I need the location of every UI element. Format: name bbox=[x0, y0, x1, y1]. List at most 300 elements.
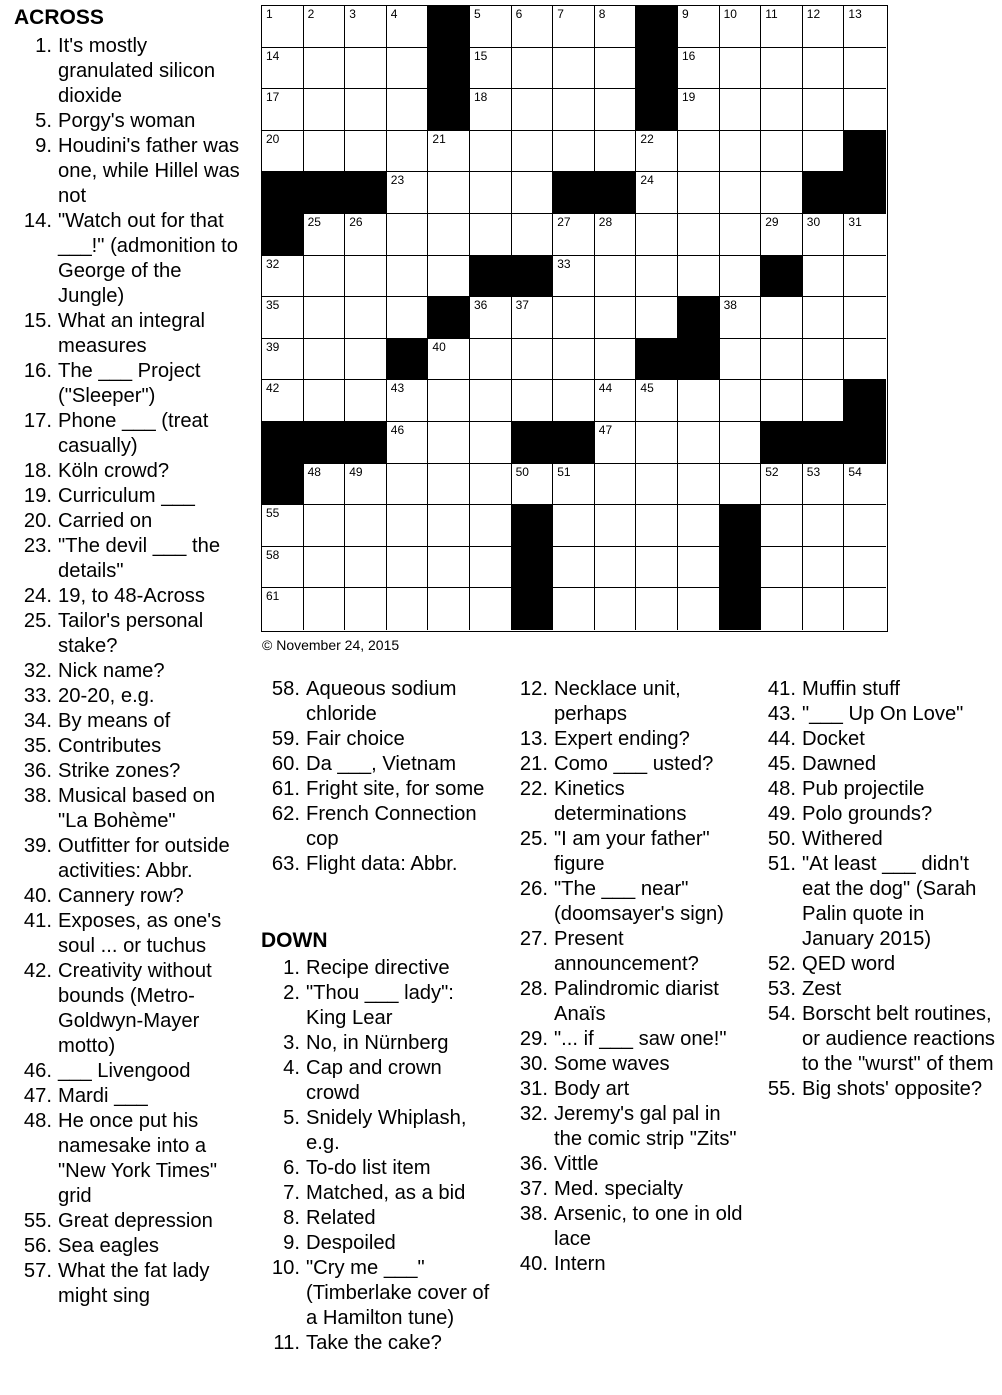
grid-cell[interactable] bbox=[595, 6, 637, 48]
clue-text: Sea eagles bbox=[58, 1235, 160, 1257]
clue-text: Related bbox=[306, 1207, 376, 1229]
cell-number: 39 bbox=[266, 339, 280, 354]
grid-cell[interactable] bbox=[720, 214, 762, 256]
grid-cell[interactable] bbox=[678, 89, 720, 131]
clue-item bbox=[16, 1109, 244, 1209]
grid-cell[interactable] bbox=[595, 297, 637, 339]
grid-cell[interactable] bbox=[803, 464, 845, 506]
grid-cell[interactable] bbox=[262, 380, 304, 422]
grid-cell[interactable] bbox=[512, 339, 554, 381]
grid-cell[interactable] bbox=[345, 48, 387, 90]
grid-cell[interactable] bbox=[678, 588, 720, 630]
clue-item bbox=[264, 727, 496, 752]
grid-cell[interactable] bbox=[470, 297, 512, 339]
clue-number: 9. bbox=[35, 135, 52, 157]
grid-cell[interactable] bbox=[262, 588, 304, 630]
clue-item bbox=[760, 952, 1000, 977]
grid-cell[interactable] bbox=[304, 48, 346, 90]
clue-item bbox=[760, 727, 1000, 752]
grid-cell[interactable] bbox=[470, 547, 512, 589]
grid-cell[interactable] bbox=[428, 172, 470, 214]
clue-number: 45. bbox=[767, 753, 796, 775]
grid-cell[interactable] bbox=[553, 380, 595, 422]
grid-cell[interactable] bbox=[470, 505, 512, 547]
grid-cell[interactable] bbox=[720, 297, 762, 339]
grid-cell[interactable] bbox=[428, 547, 470, 589]
grid-cell[interactable] bbox=[844, 214, 886, 256]
grid-cell[interactable] bbox=[595, 48, 637, 90]
grid-cell[interactable] bbox=[761, 380, 803, 422]
clue-number: 35. bbox=[23, 735, 52, 757]
clue-text: "At least ___ didn't eat the dog" (Sarah Palin quote in January 2015) bbox=[802, 853, 977, 950]
grid-cell[interactable] bbox=[304, 256, 346, 298]
clue-item bbox=[264, 1206, 496, 1231]
grid-cell[interactable] bbox=[678, 380, 720, 422]
grid-cell[interactable] bbox=[636, 214, 678, 256]
grid-cell[interactable] bbox=[512, 131, 554, 173]
grid-cell[interactable] bbox=[345, 131, 387, 173]
grid-cell[interactable] bbox=[304, 380, 346, 422]
clue-number: 56. bbox=[23, 1235, 52, 1257]
clue-number: 41. bbox=[767, 678, 796, 700]
grid-cell[interactable] bbox=[803, 89, 845, 131]
clue-text: ___ Livengood bbox=[58, 1060, 191, 1082]
clue-item bbox=[512, 1177, 744, 1202]
clue-text: Nick name? bbox=[58, 660, 165, 682]
clue-number: 1. bbox=[283, 957, 300, 979]
clue-number: 8. bbox=[283, 1207, 300, 1229]
clue-number: 36. bbox=[519, 1153, 548, 1175]
clue-number: 6. bbox=[283, 1157, 300, 1179]
grid-cell[interactable] bbox=[636, 131, 678, 173]
grid-cell[interactable] bbox=[761, 172, 803, 214]
clue-item bbox=[264, 677, 496, 727]
grid-cell[interactable] bbox=[553, 339, 595, 381]
clue-item bbox=[16, 709, 244, 734]
grid-cell[interactable] bbox=[304, 214, 346, 256]
grid-cell[interactable] bbox=[345, 297, 387, 339]
grid-cell[interactable] bbox=[387, 214, 429, 256]
grid-cell[interactable] bbox=[262, 505, 304, 547]
clue-item bbox=[16, 1084, 244, 1109]
grid-cell[interactable] bbox=[844, 297, 886, 339]
grid-cell[interactable] bbox=[803, 297, 845, 339]
grid-cell[interactable] bbox=[470, 48, 512, 90]
grid-cell[interactable] bbox=[428, 339, 470, 381]
clue-item bbox=[264, 1181, 496, 1206]
grid-block bbox=[761, 256, 803, 298]
clue-number: 25. bbox=[23, 610, 52, 632]
grid-cell[interactable] bbox=[553, 214, 595, 256]
grid-cell[interactable] bbox=[595, 214, 637, 256]
cell-number: 12 bbox=[806, 7, 821, 21]
grid-cell[interactable] bbox=[428, 214, 470, 256]
grid-cell[interactable] bbox=[720, 89, 762, 131]
grid-block bbox=[720, 547, 762, 589]
grid-cell[interactable] bbox=[844, 339, 886, 381]
grid-block bbox=[470, 256, 512, 298]
grid-cell[interactable] bbox=[262, 339, 304, 381]
grid-cell[interactable] bbox=[387, 172, 429, 214]
grid-cell[interactable] bbox=[720, 6, 762, 48]
grid-cell[interactable] bbox=[304, 297, 346, 339]
grid-cell[interactable] bbox=[803, 214, 845, 256]
grid-cell[interactable] bbox=[470, 339, 512, 381]
grid-cell[interactable] bbox=[387, 588, 429, 630]
grid-cell[interactable] bbox=[636, 256, 678, 298]
clue-item bbox=[264, 1156, 496, 1181]
clue-text: Intern bbox=[554, 1253, 606, 1275]
grid-cell[interactable] bbox=[428, 588, 470, 630]
grid-block bbox=[636, 48, 678, 90]
grid-cell[interactable] bbox=[761, 339, 803, 381]
cell-number: 44 bbox=[598, 381, 613, 396]
grid-cell[interactable] bbox=[844, 256, 886, 298]
grid-cell[interactable] bbox=[761, 214, 803, 256]
cell-number: 1 bbox=[266, 7, 273, 21]
grid-cell[interactable] bbox=[595, 339, 637, 381]
grid-cell[interactable] bbox=[387, 505, 429, 547]
grid-cell[interactable] bbox=[470, 588, 512, 630]
clue-number: 61. bbox=[271, 778, 300, 800]
grid-cell[interactable] bbox=[304, 89, 346, 131]
grid-cell[interactable] bbox=[803, 505, 845, 547]
clue-text: Exposes, as one's soul ... or tuchus bbox=[58, 910, 222, 957]
grid-cell[interactable] bbox=[595, 380, 637, 422]
grid-cell[interactable] bbox=[470, 380, 512, 422]
clue-number: 46. bbox=[23, 1060, 52, 1082]
clue-item bbox=[512, 827, 744, 877]
grid-cell[interactable] bbox=[553, 547, 595, 589]
clue-text: Recipe directive bbox=[306, 957, 450, 979]
grid-cell[interactable] bbox=[387, 48, 429, 90]
clue-item bbox=[16, 1209, 244, 1234]
cell-number: 26 bbox=[349, 215, 363, 229]
clue-number: 29. bbox=[519, 1028, 548, 1050]
grid-cell[interactable] bbox=[761, 48, 803, 90]
grid-cell[interactable] bbox=[512, 172, 554, 214]
grid-cell[interactable] bbox=[512, 464, 554, 506]
grid-cell[interactable] bbox=[387, 380, 429, 422]
grid-cell[interactable] bbox=[304, 588, 346, 630]
grid-cell[interactable] bbox=[470, 89, 512, 131]
grid-cell[interactable] bbox=[553, 464, 595, 506]
grid-cell[interactable] bbox=[470, 172, 512, 214]
clue-text: Flight data: Abbr. bbox=[306, 853, 458, 875]
grid-cell[interactable] bbox=[761, 6, 803, 48]
grid-cell[interactable] bbox=[761, 297, 803, 339]
grid-block bbox=[678, 297, 720, 339]
grid-cell[interactable] bbox=[595, 547, 637, 589]
grid-cell[interactable] bbox=[678, 48, 720, 90]
grid-cell[interactable] bbox=[595, 588, 637, 630]
clue-item bbox=[16, 1259, 244, 1309]
grid-cell[interactable] bbox=[844, 464, 886, 506]
grid-cell[interactable] bbox=[387, 89, 429, 131]
grid-cell[interactable] bbox=[678, 6, 720, 48]
grid-cell[interactable] bbox=[553, 256, 595, 298]
grid-cell[interactable] bbox=[761, 131, 803, 173]
grid-cell[interactable] bbox=[803, 6, 845, 48]
grid-cell[interactable] bbox=[595, 89, 637, 131]
grid-cell[interactable] bbox=[512, 214, 554, 256]
cell-number: 37 bbox=[515, 298, 529, 313]
grid-cell[interactable] bbox=[636, 464, 678, 506]
clue-number: 30. bbox=[519, 1053, 548, 1075]
grid-cell[interactable] bbox=[803, 256, 845, 298]
grid-cell[interactable] bbox=[636, 172, 678, 214]
clue-item bbox=[16, 884, 244, 909]
grid-cell[interactable] bbox=[304, 131, 346, 173]
grid-cell[interactable] bbox=[428, 380, 470, 422]
clue-number: 37. bbox=[519, 1178, 548, 1200]
clue-text: Fright site, for some bbox=[306, 778, 485, 800]
grid-cell[interactable] bbox=[262, 131, 304, 173]
grid-cell[interactable] bbox=[553, 297, 595, 339]
grid-cell[interactable] bbox=[761, 464, 803, 506]
grid-cell[interactable] bbox=[345, 588, 387, 630]
grid-cell[interactable] bbox=[428, 256, 470, 298]
grid-cell[interactable] bbox=[844, 89, 886, 131]
grid-cell[interactable] bbox=[595, 422, 637, 464]
grid-cell[interactable] bbox=[803, 588, 845, 630]
grid-cell[interactable] bbox=[512, 48, 554, 90]
cell-number: 14 bbox=[266, 48, 280, 63]
grid-cell[interactable] bbox=[512, 380, 554, 422]
grid-cell[interactable] bbox=[553, 48, 595, 90]
clue-text: Polo grounds? bbox=[802, 803, 933, 825]
grid-cell[interactable] bbox=[636, 505, 678, 547]
grid-cell[interactable] bbox=[678, 464, 720, 506]
clue-number: 63. bbox=[271, 853, 300, 875]
grid-cell[interactable] bbox=[761, 547, 803, 589]
grid-cell[interactable] bbox=[720, 339, 762, 381]
across-clue-list-continued bbox=[264, 677, 496, 877]
clue-text: Body art bbox=[554, 1078, 630, 1100]
crossword-grid bbox=[261, 5, 888, 632]
grid-cell[interactable] bbox=[428, 131, 470, 173]
grid-cell[interactable] bbox=[595, 464, 637, 506]
clue-text: QED word bbox=[802, 953, 896, 975]
clue-text: "I am your father" figure bbox=[554, 828, 710, 875]
grid-cell[interactable] bbox=[512, 297, 554, 339]
grid-cell[interactable] bbox=[678, 131, 720, 173]
cell-number: 8 bbox=[598, 7, 606, 21]
cell-number: 6 bbox=[515, 7, 523, 21]
clue-item bbox=[16, 609, 244, 659]
grid-cell[interactable] bbox=[304, 547, 346, 589]
grid-cell[interactable] bbox=[428, 464, 470, 506]
clue-item bbox=[760, 852, 1000, 952]
clue-text: Great depression bbox=[58, 1210, 213, 1232]
grid-cell[interactable] bbox=[844, 6, 886, 48]
grid-cell[interactable] bbox=[553, 6, 595, 48]
clue-number: 40. bbox=[519, 1253, 548, 1275]
clue-number: 23. bbox=[23, 535, 52, 557]
grid-cell[interactable] bbox=[553, 588, 595, 630]
grid-cell[interactable] bbox=[345, 339, 387, 381]
clue-text: To-do list item bbox=[306, 1157, 431, 1179]
grid-block bbox=[553, 172, 595, 214]
grid-cell[interactable] bbox=[304, 339, 346, 381]
grid-cell[interactable] bbox=[512, 89, 554, 131]
grid-cell[interactable] bbox=[844, 48, 886, 90]
clue-number: 62. bbox=[271, 803, 300, 825]
clue-number: 34. bbox=[23, 710, 52, 732]
clue-text: The ___ Project ("Sleeper") bbox=[58, 360, 201, 407]
grid-block bbox=[262, 464, 304, 506]
cell-number: 15 bbox=[474, 48, 488, 63]
clue-item bbox=[760, 802, 1000, 827]
grid-cell[interactable] bbox=[720, 256, 762, 298]
clue-text: Köln crowd? bbox=[58, 460, 170, 482]
grid-block bbox=[678, 339, 720, 381]
cell-number: 55 bbox=[266, 506, 280, 521]
clue-text: Pub projectile bbox=[802, 778, 925, 800]
cell-number: 31 bbox=[848, 215, 862, 229]
grid-cell[interactable] bbox=[387, 297, 429, 339]
clue-number: 59. bbox=[271, 728, 300, 750]
grid-cell[interactable] bbox=[678, 256, 720, 298]
grid-cell[interactable] bbox=[595, 131, 637, 173]
grid-cell[interactable] bbox=[720, 131, 762, 173]
grid-cell[interactable] bbox=[262, 547, 304, 589]
grid-cell[interactable] bbox=[304, 6, 346, 48]
grid-cell[interactable] bbox=[304, 464, 346, 506]
grid-cell[interactable] bbox=[678, 214, 720, 256]
grid-cell[interactable] bbox=[345, 256, 387, 298]
clue-number: 15. bbox=[23, 310, 52, 332]
clue-item bbox=[264, 752, 496, 777]
clue-text: 19, to 48-Across bbox=[58, 585, 205, 607]
clue-number: 7. bbox=[283, 1182, 300, 1204]
grid-cell[interactable] bbox=[803, 48, 845, 90]
grid-cell[interactable] bbox=[262, 89, 304, 131]
grid-cell[interactable] bbox=[345, 214, 387, 256]
grid-cell[interactable] bbox=[595, 505, 637, 547]
grid-cell[interactable] bbox=[345, 505, 387, 547]
grid-cell[interactable] bbox=[387, 256, 429, 298]
grid-cell[interactable] bbox=[636, 380, 678, 422]
clue-text: It's mostly granulated silicon dioxide bbox=[58, 35, 216, 107]
clue-number: 54. bbox=[767, 1003, 796, 1025]
clue-number: 28. bbox=[519, 978, 548, 1000]
cell-number: 38 bbox=[723, 298, 737, 313]
grid-cell[interactable] bbox=[803, 547, 845, 589]
clue-text: Present announcement? bbox=[554, 928, 699, 975]
grid-cell[interactable] bbox=[387, 6, 429, 48]
grid-cell[interactable] bbox=[345, 380, 387, 422]
grid-cell[interactable] bbox=[844, 505, 886, 547]
clue-number: 48. bbox=[23, 1110, 52, 1132]
cell-number: 17 bbox=[266, 90, 280, 105]
grid-cell[interactable] bbox=[470, 214, 512, 256]
grid-cell[interactable] bbox=[553, 505, 595, 547]
grid-block bbox=[428, 6, 470, 48]
grid-cell[interactable] bbox=[470, 422, 512, 464]
grid-cell[interactable] bbox=[470, 131, 512, 173]
grid-cell[interactable] bbox=[470, 6, 512, 48]
clue-number: 43. bbox=[767, 703, 796, 725]
clue-item bbox=[760, 702, 1000, 727]
clue-number: 31. bbox=[519, 1078, 548, 1100]
grid-cell[interactable] bbox=[345, 547, 387, 589]
grid-cell[interactable] bbox=[803, 131, 845, 173]
clue-item bbox=[512, 1252, 744, 1277]
grid-block bbox=[844, 422, 886, 464]
grid-cell[interactable] bbox=[345, 6, 387, 48]
cell-number: 21 bbox=[432, 131, 446, 146]
grid-cell[interactable] bbox=[428, 422, 470, 464]
clue-item bbox=[264, 802, 496, 852]
grid-cell[interactable] bbox=[678, 422, 720, 464]
grid-cell[interactable] bbox=[387, 422, 429, 464]
grid-cell[interactable] bbox=[761, 505, 803, 547]
clue-item bbox=[512, 677, 744, 727]
grid-cell[interactable] bbox=[844, 547, 886, 589]
grid-cell[interactable] bbox=[636, 297, 678, 339]
grid-cell[interactable] bbox=[844, 588, 886, 630]
grid-cell[interactable] bbox=[553, 89, 595, 131]
grid-cell[interactable] bbox=[720, 464, 762, 506]
grid-cell[interactable] bbox=[512, 6, 554, 48]
clue-number: 11. bbox=[273, 1332, 300, 1354]
grid-cell[interactable] bbox=[553, 131, 595, 173]
clue-item bbox=[512, 752, 744, 777]
grid-cell[interactable] bbox=[803, 339, 845, 381]
grid-cell[interactable] bbox=[678, 505, 720, 547]
clue-text: Snidely Whiplash, e.g. bbox=[306, 1107, 467, 1154]
grid-cell[interactable] bbox=[262, 256, 304, 298]
grid-cell[interactable] bbox=[470, 464, 512, 506]
clue-text: Creativity without bounds (Metro-Goldwyn-Mayer motto) bbox=[58, 960, 212, 1057]
cell-number: 24 bbox=[640, 173, 654, 188]
grid-cell[interactable] bbox=[636, 547, 678, 589]
clue-item bbox=[16, 209, 244, 309]
clue-number: 16. bbox=[23, 360, 52, 382]
grid-cell[interactable] bbox=[387, 547, 429, 589]
grid-cell[interactable] bbox=[636, 588, 678, 630]
clue-text: "The ___ near" (doomsayer's sign) bbox=[554, 878, 724, 925]
grid-cell[interactable] bbox=[761, 89, 803, 131]
grid-cell[interactable] bbox=[345, 89, 387, 131]
grid-cell[interactable] bbox=[636, 422, 678, 464]
grid-cell[interactable] bbox=[678, 547, 720, 589]
grid-cell[interactable] bbox=[761, 588, 803, 630]
grid-cell[interactable] bbox=[803, 380, 845, 422]
grid-cell[interactable] bbox=[262, 48, 304, 90]
grid-cell[interactable] bbox=[720, 48, 762, 90]
cell-number: 30 bbox=[806, 215, 821, 229]
clue-text: Porgy's woman bbox=[58, 110, 196, 132]
cell-number: 19 bbox=[682, 90, 696, 105]
grid-cell[interactable] bbox=[678, 172, 720, 214]
grid-cell[interactable] bbox=[720, 422, 762, 464]
grid-cell[interactable] bbox=[262, 297, 304, 339]
grid-cell[interactable] bbox=[720, 172, 762, 214]
grid-cell[interactable] bbox=[595, 256, 637, 298]
clue-text: Borscht belt routines, or audience reactions to the "wurst" of them bbox=[802, 1003, 996, 1075]
grid-cell[interactable] bbox=[387, 464, 429, 506]
grid-cell[interactable] bbox=[720, 380, 762, 422]
grid-cell[interactable] bbox=[304, 505, 346, 547]
grid-cell[interactable] bbox=[262, 6, 304, 48]
clue-item bbox=[512, 1052, 744, 1077]
grid-cell[interactable] bbox=[428, 505, 470, 547]
grid-cell[interactable] bbox=[387, 131, 429, 173]
grid-cell[interactable] bbox=[345, 464, 387, 506]
clue-number: 25. bbox=[519, 828, 548, 850]
